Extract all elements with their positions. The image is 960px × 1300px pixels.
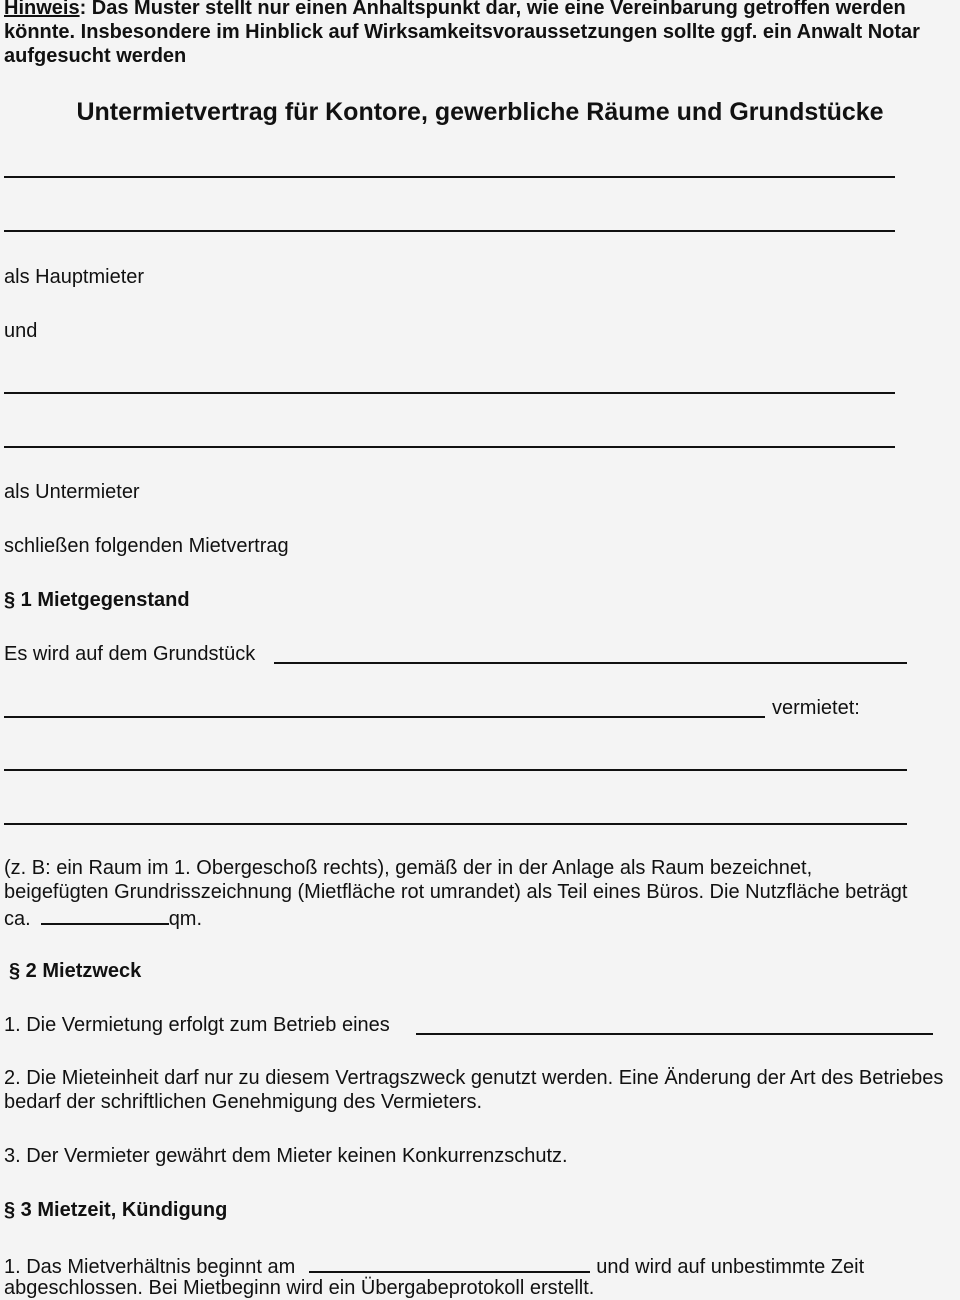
term-item-1-line-1 <box>4 1253 864 1279</box>
sub-tenant-blank-1 <box>4 392 895 394</box>
conclude-text: schließen folgenden Mietvertrag <box>4 535 289 557</box>
purpose-item-1: 1. Die Vermietung erfolgt zum Betrieb eines <box>4 1014 390 1036</box>
property-blank <box>274 662 907 664</box>
hint-text: : Das Muster stellt nur einen Anhaltspunkt dar, wie eine Vereinbarung getroffen werden könnte. Insbesondere im Hinblick auf Wirksamkeitsvoraussetzungen sollte ggf. ein Anwalt Notar aufgesucht werden <box>4 0 920 67</box>
section-1-heading: § 1 Mietgegenstand <box>4 589 190 611</box>
rented-label: vermietet: <box>772 697 860 719</box>
main-tenant-label: als Hauptmieter <box>4 266 145 288</box>
example-line-1: (z. B: ein Raum im 1. Obergeschoß rechts), gemäß der in der Anlage als Raum bezeichnet, <box>4 857 813 879</box>
main-tenant-blank-1 <box>4 176 895 178</box>
document-title: Untermietvertrag für Kontore, gewerbliche Räume und Grundstücke <box>76 98 884 126</box>
property-text: Es wird auf dem Grundstück <box>4 643 256 665</box>
start-date-blank <box>309 1253 590 1273</box>
rented-object-blank <box>4 716 765 718</box>
description-blank-1 <box>4 769 907 771</box>
hint-label: Hinweis <box>4 0 80 19</box>
business-type-blank <box>416 1033 933 1035</box>
term-item-1-line-2: abgeschlossen. Bei Mietbeginn wird ein Übergabeprotokoll erstellt. <box>4 1277 595 1299</box>
section-2-heading: § 2 Mietzweck <box>9 960 142 982</box>
main-tenant-blank-2 <box>4 230 895 232</box>
area-line <box>4 905 202 931</box>
section-3-heading: § 3 Mietzeit, Kündigung <box>4 1199 228 1221</box>
and-label: und <box>4 320 38 342</box>
ca-label: ca. <box>4 908 31 930</box>
purpose-item-2: 2. Die Mieteinheit darf nur zu diesem Vertragszweck genutzt werden. Eine Änderung der Art des Betriebes bedarf der schriftlichen Genehmigung des Vermieters. <box>4 1067 944 1113</box>
qm-label: qm. <box>168 908 203 930</box>
purpose-item-3: 3. Der Vermieter gewährt dem Mieter keinen Konkurrenzschutz. <box>4 1145 568 1167</box>
example-line-2: beigefügten Grundrisszeichnung (Mietfläche rot umrandet) als Teil eines Büros. Die Nutzfläche beträgt <box>4 881 908 903</box>
sub-tenant-blank-2 <box>4 446 895 448</box>
area-blank <box>41 905 169 925</box>
description-blank-2 <box>4 823 907 825</box>
hint-note <box>4 0 959 68</box>
term-end-text: und wird auf unbestimmte Zeit <box>596 1256 865 1278</box>
term-start-text: 1. Das Mietverhältnis beginnt am <box>4 1256 296 1278</box>
sub-tenant-label: als Untermieter <box>4 481 140 503</box>
